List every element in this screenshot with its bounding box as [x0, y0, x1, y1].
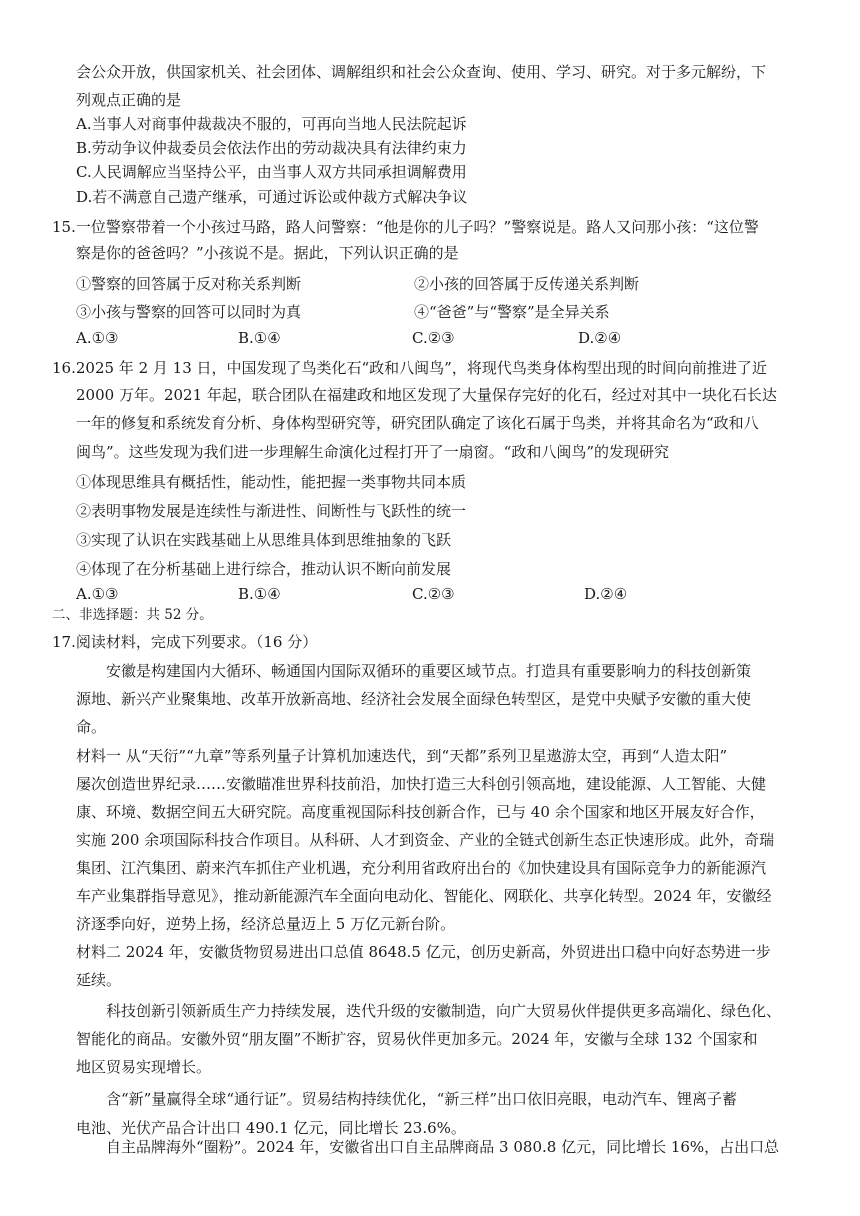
q16-stem-line-2: 2000 万年。2021 年起，联合团队在福建政和地区发现了大量保存完好的化石，经过对其中一块化石长达: [76, 386, 777, 404]
q17-heading: 17.阅读材料，完成下列要求。（16 分）: [52, 633, 318, 651]
q15-statement-2: ②小孩的回答属于反传递关系判断: [414, 275, 640, 293]
q16-choice-c: C.②③: [412, 585, 455, 603]
material-2-para-2-line-1: 含“新”量赢得全球“通行证”。贸易结构持续优化，“新三样”出口依旧亮眼，电动汽车、锂离子蓄: [106, 1090, 738, 1108]
q15-statement-1: ①警察的回答属于反对称关系判断: [76, 275, 302, 293]
material-2-para-1-line-3: 地区贸易实现增长。: [76, 1058, 212, 1076]
q15-choice-a: A.①③: [76, 329, 119, 347]
q16-choice-a: A.①③: [76, 585, 119, 603]
q15-choice-b: B.①④: [238, 329, 281, 347]
q15-statement-3: ③小孩与警察的回答可以同时为真: [76, 303, 302, 321]
material-1-line-4: 实施 200 余项国际科技合作项目。从科研、人才到资金、产业的全链式创新生态正快速形成。此外，奇瑞: [76, 831, 775, 849]
q14-option-a: A.当事人对商事仲裁裁决不服的，可再向当地人民法院起诉: [76, 115, 467, 133]
material-2-para-2-line-2: 电池、光伏产品合计出口 490.1 亿元，同比增长 23.6%。: [76, 1119, 466, 1137]
q14-option-b: B.劳动争议仲裁委员会依法作出的劳动裁决具有法律约束力: [76, 139, 467, 157]
q16-stem-line-1: 16.2025 年 2 月 13 日，中国发现了鸟类化石“政和八闽鸟”，将现代鸟类身体构型出现的时间向前推进了近: [52, 359, 767, 377]
q15-statement-row-1: [76, 273, 776, 295]
material-1-line-3: 康、环境、数据空间五大研究院。高度重视国际科技创新合作，已与 40 余个国家和地区开展友好合作，: [76, 803, 765, 821]
material-2-para-3-line-1: 自主品牌海外“圈粉”。2024 年，安徽省出口自主品牌商品 3 080.8 亿元，同比增长 16%，占出口总: [106, 1138, 780, 1156]
material-1-line-2: 屡次创造世界纪录……安徽瞄准世界科技前沿，加快打造三大科创引领高地，建设能源、人工智能、大健: [76, 775, 767, 793]
material-1-line-7: 济逐季向好，逆势上扬，经济总量迈上 5 万亿元新台阶。: [76, 915, 456, 933]
q17-intro-line-3: 命。: [76, 718, 107, 736]
q15-stem-line-2: 察是你的爸爸吗？”小孩说不是。据此，下列认识正确的是: [76, 244, 459, 262]
q16-choice-b: B.①④: [238, 585, 281, 603]
q15-choices: [76, 327, 776, 349]
material-2-line-2: 延续。: [76, 971, 122, 989]
q17-intro-line-1: 安徽是构建国内大循环、畅通国内国际双循环的重要区域节点。打造具有重要影响力的科技创新策: [106, 662, 752, 680]
q16-statement-3: ③实现了认识在实践基础上从思维具体到思维抽象的飞跃: [76, 531, 452, 549]
material-2-line-1: 材料二 2024 年，安徽货物贸易进出口总值 8648.5 亿元，创历史新高，外贸进出口稳中向好态势进一步: [76, 943, 771, 961]
q16-stem-line-3: 一年的修复和系统发育分析、身体构型研究等，研究团队确定了该化石属于鸟类，并将其命名为“政和八: [76, 414, 759, 432]
q17-intro-line-2: 源地、新兴产业聚集地、改革开放新高地、经济社会发展全面绿色转型区，是党中央赋予安徽的重大使: [76, 690, 752, 708]
q15-choice-c: C.②③: [412, 329, 455, 347]
q16-statement-2: ②表明事物发展是连续性与渐进性、间断性与飞跃性的统一: [76, 502, 467, 520]
q16-statement-4: ④体现了在分析基础上进行综合，推动认识不断向前发展: [76, 560, 452, 578]
q16-choices: [76, 583, 776, 605]
q15-statement-row-2: [76, 301, 776, 323]
q16-choice-d: D.②④: [584, 585, 628, 603]
q14-option-c: C.人民调解应当坚持公平，由当事人双方共同承担调解费用: [76, 163, 467, 181]
material-2-para-1-line-2: 智能化的商品。安徽外贸“朋友圈”不断扩容，贸易伙伴更加多元。2024 年，安徽与全球 132 个国家和: [76, 1030, 758, 1048]
material-1-line-6: 车产业集群指导意见》，推动新能源汽车全面向电动化、智能化、网联化、共享化转型。2024 年，安徽经: [76, 887, 772, 905]
q16-stem-line-4: 闽鸟”。这些发现为我们进一步理解生命演化过程打开了一扇窗。“政和八闽鸟”的发现研究: [76, 443, 670, 461]
material-1-line-5: 集团、江汽集团、蔚来汽车抓住产业机遇，充分利用省政府出台的《加快建设具有国际竞争力的新能源汽: [76, 859, 767, 877]
q14-stem-line-1: 会公众开放，供国家机关、社会团体、调解组织和社会公众查询、使用、学习、研究。对于多元解纷，下: [76, 63, 767, 81]
q15-statement-4: ④“爸爸”与“警察”是全异关系: [414, 303, 610, 321]
q14-option-d: D.若不满意自己遗产继承，可通过诉讼或仲裁方式解决争议: [76, 188, 468, 206]
q14-stem-line-2: 列观点正确的是: [76, 91, 182, 109]
q16-statement-1: ①体现思维具有概括性，能动性，能把握一类事物共同本质: [76, 473, 467, 491]
section-heading: 二、非选择题：共 52 分。: [52, 607, 213, 623]
material-2-para-1-line-1: 科技创新引领新质生产力持续发展，迭代升级的安徽制造，向广大贸易伙伴提供更多高端化、绿色化、: [106, 1002, 782, 1020]
q15-choice-d: D.②④: [578, 329, 622, 347]
material-1-line-1: 材料一 从“天衍”“九章”等系列量子计算机加速迭代，到“天都”系列卫星遨游太空，再到“人造太阳”: [76, 747, 728, 765]
q15-stem-line-1: 15.一位警察带着一个小孩过马路，路人问警察：“他是你的儿子吗？”警察说是。路人又问那小孩：“这位警: [52, 218, 759, 236]
